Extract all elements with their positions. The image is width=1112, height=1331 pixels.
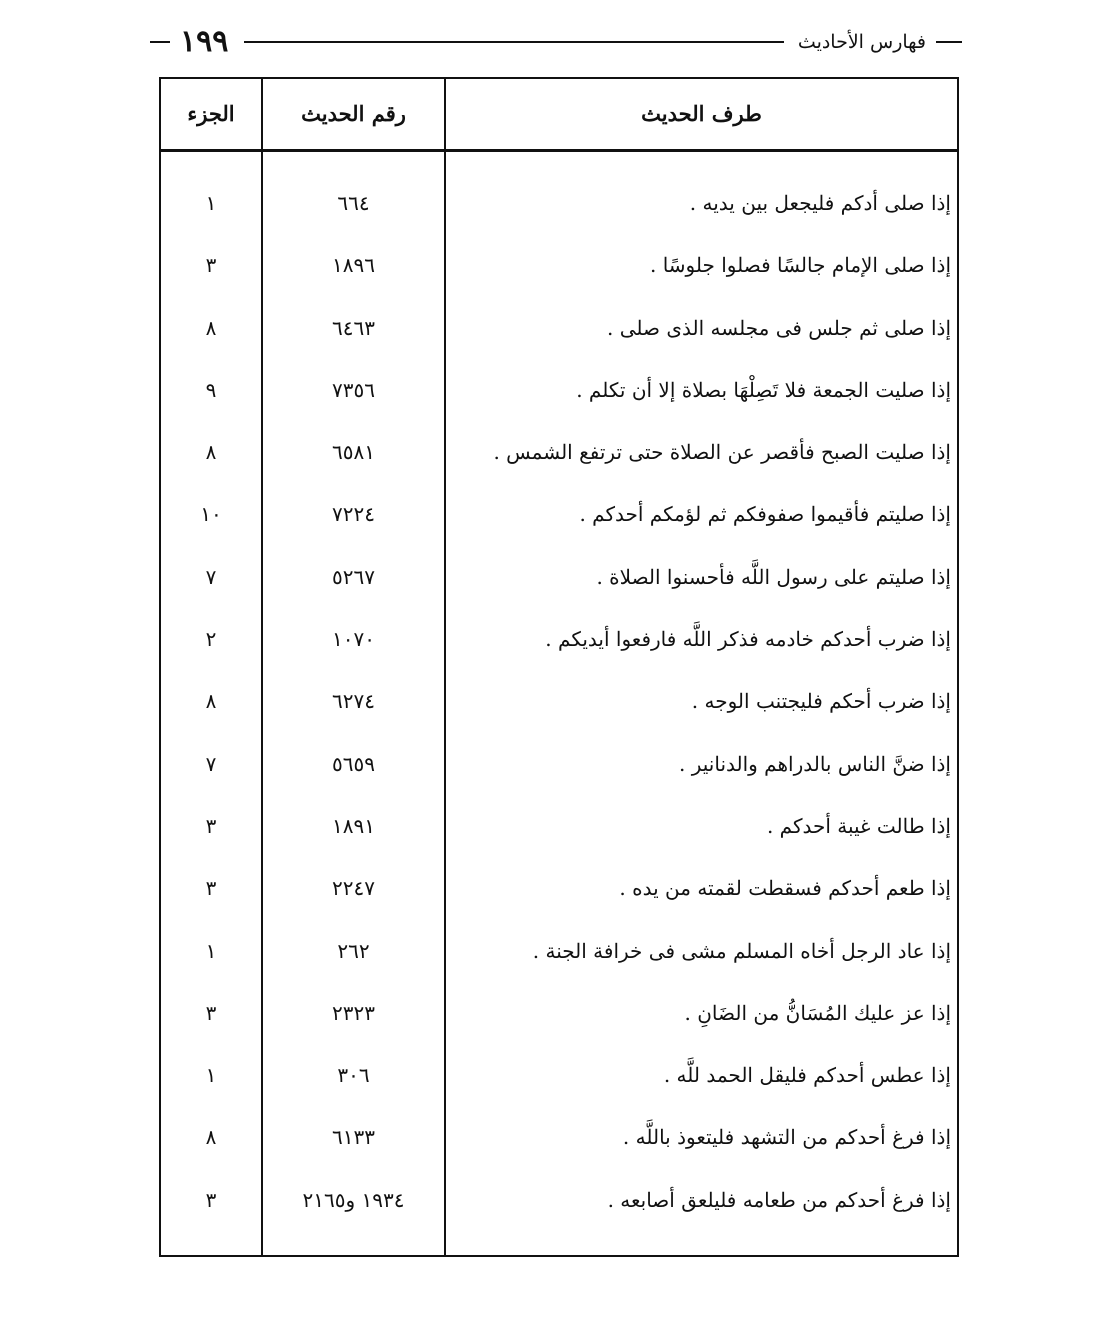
- table-row: [161, 359, 957, 421]
- table-row: [161, 982, 957, 1044]
- column-header-volume: الجزء: [187, 101, 235, 126]
- column-header-text: طرف الحديث: [641, 101, 762, 126]
- hadith-number-cell: ١٨٩٦: [332, 253, 375, 278]
- hadith-number-cell: ٢٢٤٧: [332, 876, 375, 901]
- hadith-number-cell: ٦٥٨١: [332, 440, 375, 465]
- hadith-text-cell: إذا ضنَّ الناس بالدراهم والدنانير .: [679, 751, 951, 776]
- table-row: [161, 920, 957, 982]
- table-row: [161, 670, 957, 732]
- table-row: [161, 172, 957, 234]
- table-row: [161, 1106, 957, 1168]
- hadith-number-cell: ١٩٣٤ و٢١٦٥: [302, 1187, 405, 1212]
- table-row: [161, 546, 957, 608]
- table-row: [161, 1169, 957, 1231]
- page-header: [150, 22, 962, 62]
- hadith-number-cell: ٥٦٥٩: [332, 751, 375, 776]
- hadith-number-cell: ٥٢٦٧: [332, 564, 375, 589]
- volume-cell: ٧: [205, 751, 217, 776]
- volume-cell: ٧: [205, 564, 217, 589]
- volume-cell: ١٠: [200, 502, 222, 527]
- hadith-text-cell: إذا صلى أدكم فليجعل بين يديه .: [689, 191, 951, 215]
- table-row: [161, 483, 957, 545]
- hadith-text-cell: إذا فرغ أحدكم من طعامه فليلعق أصابعه .: [607, 1187, 951, 1212]
- hadith-text-cell: إذا صلى ثم جلس فى مجلسه الذى صلى .: [607, 315, 951, 340]
- page-number: ١٩٩: [180, 24, 229, 59]
- table-row: [161, 857, 957, 919]
- hadith-number-cell: ٣٠٦: [337, 1063, 370, 1088]
- volume-cell: ٣: [205, 876, 217, 901]
- hadith-text-cell: إذا عطس أحدكم فليقل الحمد للَّه .: [663, 1063, 951, 1088]
- table-row: [161, 733, 957, 795]
- table-row: [161, 795, 957, 857]
- hadith-text-cell: إذا فرغ أحدكم من التشهد فليتعوذ باللَّه .: [622, 1125, 951, 1150]
- hadith-text-cell: إذا عز عليك المُسَانُّ من الضَانِ .: [684, 1000, 951, 1025]
- hadith-number-cell: ٢٦٢: [337, 938, 370, 963]
- header-rule-left: [150, 41, 170, 43]
- volume-cell: ٨: [205, 1125, 217, 1150]
- volume-cell: ٨: [205, 689, 217, 714]
- header-divider: [161, 149, 957, 152]
- table-body: [161, 172, 957, 1231]
- table-row: [161, 1044, 957, 1106]
- hadith-number-cell: ٢٣٢٣: [332, 1000, 375, 1025]
- column-header-number: رقم الحديث: [301, 101, 406, 126]
- volume-cell: ٣: [205, 253, 217, 278]
- table-row: [161, 421, 957, 483]
- hadith-number-cell: ٦١٣٣: [332, 1125, 375, 1150]
- hadith-text-cell: إذا صليتم على رسول اللَّه فأحسنوا الصلاة .: [596, 564, 951, 589]
- hadith-text-cell: إذا طالت غيبة أحدكم .: [766, 813, 951, 838]
- volume-cell: ١: [205, 191, 217, 215]
- volume-cell: ٣: [205, 1000, 217, 1025]
- volume-cell: ٨: [205, 315, 217, 340]
- hadith-text-cell: إذا صليتم فأقيموا صفوفكم ثم لؤمكم أحدكم .: [579, 502, 951, 527]
- volume-cell: ٨: [205, 440, 217, 465]
- volume-cell: ٢: [205, 627, 217, 652]
- hadith-text-cell: إذا صليت الجمعة فلا تَصِلْهَا بصلاة إلا أن تكلم .: [576, 377, 951, 402]
- hadith-text-cell: إذا طعم أحدكم فسقطت لقمته من يده .: [619, 876, 951, 901]
- hadith-text-cell: إذا صلى الإمام جالسًا فصلوا جلوسًا .: [649, 253, 951, 278]
- hadith-number-cell: ٧٣٥٦: [332, 377, 375, 402]
- hadith-text-cell: إذا ضرب أحدكم خادمه فذكر اللَّه فارفعوا أيديكم .: [545, 627, 951, 652]
- hadith-text-cell: إذا صليت الصبح فأقصر عن الصلاة حتى ترتفع الشمس .: [493, 440, 951, 465]
- table-row: [161, 297, 957, 359]
- hadith-text-cell: إذا عاد الرجل أخاه المسلم مشى فى خرافة الجنة .: [532, 938, 951, 963]
- hadith-number-cell: ٦٢٧٤: [332, 689, 375, 714]
- table-row: [161, 234, 957, 296]
- running-title: فهارس الأحاديث: [797, 31, 926, 53]
- hadith-text-cell: إذا ضرب أحكم فليجتنب الوجه .: [691, 689, 951, 714]
- hadith-number-cell: ٧٢٢٤: [332, 502, 375, 527]
- hadith-number-cell: ٦٤٦٣: [332, 315, 375, 340]
- hadith-number-cell: ١٠٧٠: [332, 627, 375, 652]
- volume-cell: ٣: [205, 1187, 217, 1212]
- volume-cell: ٣: [205, 813, 217, 838]
- table-row: [161, 608, 957, 670]
- hadith-number-cell: ١٨٩١: [332, 813, 375, 838]
- volume-cell: ١: [205, 1063, 217, 1088]
- hadith-index-table: [159, 77, 959, 1257]
- hadith-number-cell: ٦٦٤: [337, 191, 370, 215]
- header-rule-right: [936, 41, 962, 43]
- volume-cell: ٩: [205, 377, 217, 402]
- header-rule: [244, 41, 784, 43]
- volume-cell: ١: [205, 938, 217, 963]
